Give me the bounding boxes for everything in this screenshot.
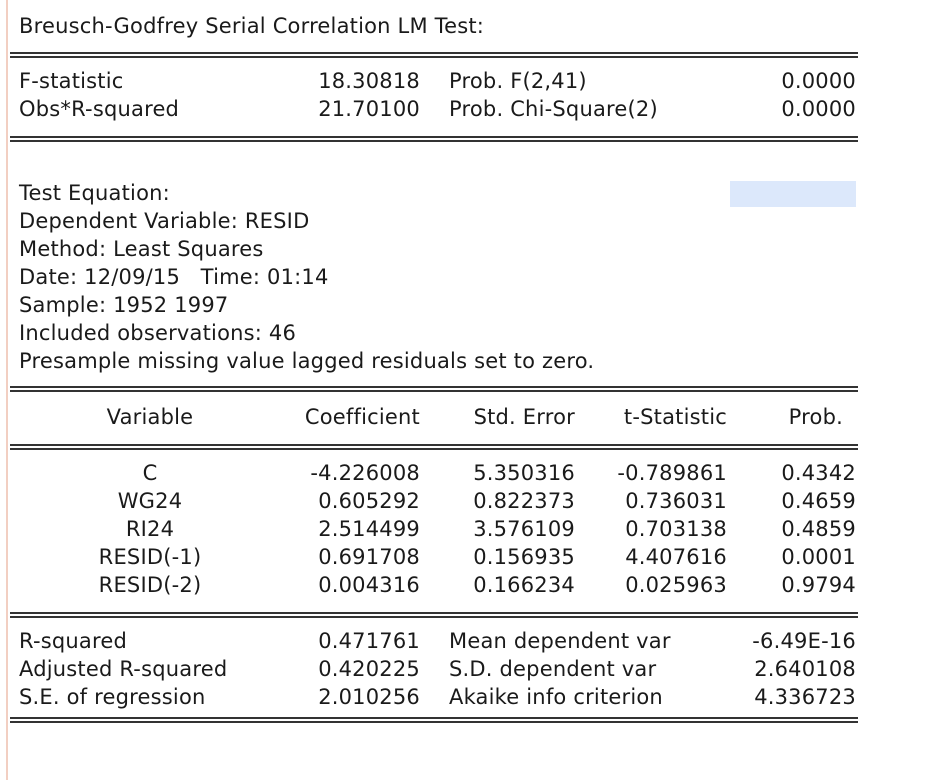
variable-name: RESID(-2) — [98, 573, 202, 597]
stat-value: 2.010256 — [318, 685, 420, 709]
test-title: Breusch-Godfrey Serial Correlation LM Test: — [19, 14, 485, 38]
stat-value: 2.640108 — [754, 657, 856, 681]
summary-label: Obs*R-squared — [19, 97, 180, 121]
column-header-t-statistic: t-Statistic — [623, 405, 727, 429]
stat-value: 4.336723 — [754, 685, 856, 709]
divider — [10, 386, 858, 392]
stat-value: -6.49E-16 — [752, 629, 856, 653]
t-statistic: 4.407616 — [625, 545, 727, 569]
coefficient: 0.004316 — [318, 573, 420, 597]
info-line: Sample: 1952 1997 — [19, 293, 229, 317]
variable-name: WG24 — [117, 489, 183, 513]
prob: 0.9794 — [781, 573, 856, 597]
stat-value: 0.420225 — [318, 657, 420, 681]
divider — [10, 612, 858, 618]
stat-label: Mean dependent var — [449, 629, 671, 653]
coefficient: 2.514499 — [318, 517, 420, 541]
prob: 0.0001 — [781, 545, 856, 569]
stat-label: R-squared — [19, 629, 127, 653]
t-statistic: 0.736031 — [625, 489, 727, 513]
info-line: Included observations: 46 — [19, 321, 297, 345]
summary-prob: 0.0000 — [781, 97, 856, 121]
prob: 0.4859 — [781, 517, 856, 541]
divider — [10, 136, 858, 142]
column-header-variable: Variable — [106, 405, 194, 429]
variable-name: RESID(-1) — [98, 545, 202, 569]
std-error: 0.822373 — [473, 489, 575, 513]
info-line: Dependent Variable: RESID — [19, 209, 310, 233]
t-statistic: -0.789861 — [617, 461, 727, 485]
summary-value: 18.30818 — [318, 69, 420, 93]
divider — [10, 717, 858, 723]
stat-label: Akaike info criterion — [449, 685, 663, 709]
column-header-prob: Prob. — [788, 405, 843, 429]
std-error: 3.576109 — [473, 517, 575, 541]
coefficient: -4.226008 — [310, 461, 420, 485]
prob: 0.4659 — [781, 489, 856, 513]
info-line: Test Equation: — [19, 181, 170, 205]
variable-name: RI24 — [125, 517, 175, 541]
selected-cell-highlight[interactable] — [730, 181, 856, 207]
stat-label: S.E. of regression — [19, 685, 206, 709]
summary-prob-label: Prob. Chi-Square(2) — [449, 97, 658, 121]
prob: 0.4342 — [781, 461, 856, 485]
info-line: Presample missing value lagged residuals set to zero. — [19, 349, 595, 373]
column-header-std-error: Std. Error — [473, 405, 575, 429]
summary-value: 21.70100 — [318, 97, 420, 121]
summary-prob: 0.0000 — [781, 69, 856, 93]
coefficient: 0.691708 — [318, 545, 420, 569]
info-line: Date: 12/09/15 Time: 01:14 — [19, 265, 329, 289]
summary-prob-label: Prob. F(2,41) — [449, 69, 587, 93]
info-line: Method: Least Squares — [19, 237, 264, 261]
coefficient: 0.605292 — [318, 489, 420, 513]
column-header-coefficient: Coefficient — [304, 405, 420, 429]
t-statistic: 0.703138 — [625, 517, 727, 541]
std-error: 0.156935 — [473, 545, 575, 569]
stat-label: S.D. dependent var — [449, 657, 657, 681]
summary-label: F-statistic — [19, 69, 124, 93]
variable-name: C — [142, 461, 158, 485]
left-border — [6, 0, 8, 780]
t-statistic: 0.025963 — [625, 573, 727, 597]
stat-value: 0.471761 — [318, 629, 420, 653]
divider — [10, 52, 858, 58]
divider — [10, 444, 858, 450]
std-error: 0.166234 — [473, 573, 575, 597]
stat-label: Adjusted R-squared — [19, 657, 228, 681]
std-error: 5.350316 — [473, 461, 575, 485]
